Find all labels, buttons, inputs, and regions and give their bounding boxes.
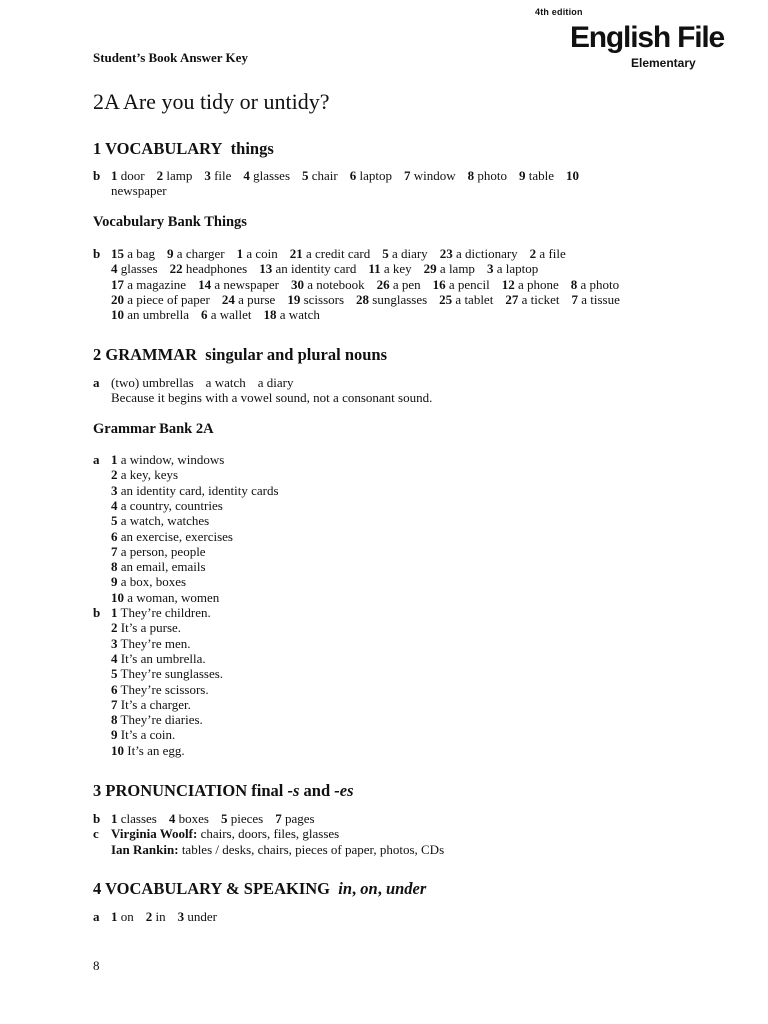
answer-item [487, 261, 538, 276]
answer-number: 3 [177, 909, 185, 924]
answer-text: boxes [178, 811, 209, 826]
answer-text: a pen [392, 276, 421, 292]
answer-item [111, 246, 155, 261]
answer-text: photo [477, 168, 508, 183]
logo-title: English File [570, 21, 724, 54]
answer-item [111, 909, 134, 924]
answer-number: 21 [289, 246, 303, 261]
answer-text: door [120, 168, 145, 183]
answer-text: a phone [517, 276, 559, 292]
answer-text: laptop [359, 168, 392, 183]
answer-item [424, 261, 475, 276]
answer-line [111, 544, 206, 559]
answer-item [111, 277, 186, 292]
answer-number: 8 [111, 559, 118, 575]
answer-item [350, 168, 392, 183]
answer-item [302, 168, 338, 183]
answer-number: 10 [111, 589, 124, 605]
answer-text: a key, keys [120, 467, 179, 483]
answer-number: 8 [111, 712, 118, 728]
answer-line [111, 261, 538, 276]
heading-comma: , [377, 879, 382, 898]
exercise-label: b [93, 811, 101, 826]
answer-text: They’re men. [120, 635, 191, 651]
answer-text: a wallet [210, 307, 252, 323]
answer-number: 1 [111, 811, 118, 826]
answer-line [111, 620, 181, 635]
logo-edition: 4th edition [535, 7, 583, 17]
answer-line [111, 277, 619, 292]
answer-item [468, 168, 507, 183]
answer-number: 8 [570, 276, 578, 292]
answer-line [111, 826, 339, 841]
answer-number: 2 [156, 168, 164, 183]
answer-number: 9 [111, 727, 118, 743]
speaker-answer: tables / desks, chairs, pieces of paper, photos, CDs [181, 841, 445, 857]
heading-topic: things [230, 139, 274, 158]
answer-line [111, 559, 206, 574]
answer-text: They’re diaries. [120, 712, 203, 728]
answer-line [111, 498, 223, 513]
answer-item [178, 909, 217, 924]
answer-text: a person, people [120, 543, 206, 559]
heading-topic: singular and plural nouns [205, 345, 388, 364]
answer-number: 28 [356, 291, 370, 307]
answer-line [111, 682, 209, 697]
answer-text: It’s a charger. [120, 696, 191, 712]
answer-number: 1 [111, 909, 118, 924]
heading-text: 3 PRONUNCIATION final [93, 781, 288, 800]
heading-in: in [338, 879, 353, 898]
answer-number: 6 [200, 307, 208, 323]
answer-number: 4 [111, 650, 118, 666]
page-title: 2A Are you tidy or untidy? [93, 89, 330, 114]
answer-item [259, 261, 356, 276]
answer-text: a newspaper [214, 276, 279, 292]
answer-number: 1 [111, 452, 118, 467]
answer-number: 4 [243, 168, 250, 183]
answer-item [368, 261, 411, 276]
answer-number: 15 [111, 246, 124, 261]
answer-item [290, 246, 370, 261]
answer-item [201, 307, 252, 322]
answer-item [519, 168, 554, 183]
answer-text: an exercise, exercises [120, 528, 233, 544]
answer-list [111, 168, 636, 199]
answer-number: 2 [111, 620, 118, 636]
answer-text: glasses [120, 261, 158, 277]
answer-item [502, 277, 559, 292]
answer-text: glasses [253, 168, 291, 183]
answer-number: 7 [111, 543, 118, 559]
answer-item [440, 246, 518, 261]
answer-item: a diary [257, 375, 294, 390]
answer-item [111, 168, 145, 183]
answer-item [243, 168, 290, 183]
answer-text: a lamp [439, 261, 475, 277]
speaker-name: Virginia Woolf: [111, 826, 198, 842]
heading-comma: , [352, 879, 357, 898]
answer-line [111, 452, 224, 467]
answer-text: table [528, 168, 555, 183]
answer-text: It’s a purse. [120, 620, 182, 636]
answer-line [111, 307, 320, 322]
heading-under: under [385, 879, 427, 898]
answer-text: It’s an umbrella. [120, 650, 206, 666]
answer-text: a box, boxes [120, 574, 187, 590]
answer-item [198, 277, 279, 292]
answer-text: a credit card [305, 246, 371, 261]
answer-text: in [155, 909, 166, 924]
answer-number: 4 [168, 811, 176, 826]
answer-text: a diary [391, 246, 428, 261]
answer-item: a watch [205, 375, 246, 390]
answer-line [111, 811, 315, 826]
heading-text: 4 VOCABULARY & SPEAKING [93, 879, 330, 898]
answer-number: 4 [111, 497, 118, 513]
answer-number: 20 [111, 291, 124, 307]
answer-line [111, 666, 223, 681]
answer-text: headphones [185, 261, 248, 277]
answer-text: file [214, 168, 232, 183]
answer-number: 11 [368, 261, 381, 277]
answer-item [377, 277, 421, 292]
answer-number: 2 [111, 467, 118, 483]
answer-number: 6 [111, 528, 118, 544]
answer-text: a watch [279, 307, 320, 323]
answer-text: a piece of paper [127, 291, 210, 307]
exercise-label: a [93, 375, 100, 390]
answer-item [264, 307, 320, 322]
exercise-label: a [93, 452, 100, 467]
answer-number: 9 [519, 168, 526, 183]
answer-item [237, 246, 278, 261]
answer-item [291, 277, 365, 292]
answer-number: 1 [236, 246, 244, 261]
answer-number: 10 [111, 742, 124, 758]
answer-number: 1 [111, 168, 118, 183]
answer-number: 6 [111, 681, 118, 697]
answer-item [439, 292, 493, 307]
answer-text: a ticket [521, 291, 560, 307]
answer-number: 7 [111, 696, 118, 712]
answer-text: a watch, watches [120, 513, 210, 529]
answer-item [275, 811, 314, 826]
heading-text: 2 GRAMMAR [93, 345, 198, 364]
answer-text: a laptop [496, 261, 539, 277]
answer-line [111, 605, 211, 620]
answer-number: 5 [302, 168, 309, 183]
answer-number: 24 [221, 291, 235, 307]
answer-number: 26 [376, 276, 390, 292]
answer-number: 16 [432, 276, 446, 292]
answer-text: a window, windows [120, 452, 225, 467]
answer-item [287, 292, 344, 307]
answer-number: 7 [571, 291, 578, 307]
answer-number: 5 [111, 513, 118, 529]
answer-number: 5 [220, 811, 228, 826]
heading-on: on [360, 879, 378, 898]
answer-number: 13 [259, 261, 273, 277]
answer-number: 23 [439, 246, 453, 261]
answer-item [382, 246, 427, 261]
answer-item [111, 811, 157, 826]
answer-text: a bag [127, 246, 156, 261]
answer-text: window [413, 168, 456, 183]
answer-text: a country, countries [120, 497, 223, 513]
answer-text: an identity card [275, 261, 357, 277]
answer-number: 3 [111, 482, 118, 498]
answer-number: 14 [198, 276, 212, 292]
answer-text: a charger [176, 246, 225, 261]
answer-line [111, 483, 279, 498]
answer-text: a tissue [581, 291, 620, 307]
answer-number: 25 [439, 291, 453, 307]
answer-item [222, 292, 275, 307]
answer-text: classes [120, 811, 157, 826]
answer-line [111, 246, 566, 261]
answer-text: a key [383, 261, 412, 277]
answer-line [111, 590, 219, 605]
answer-text: pieces [230, 811, 264, 826]
answer-number: 4 [111, 261, 118, 277]
answer-number: 3 [486, 261, 494, 277]
answer-number: 10 [111, 307, 124, 323]
answer-item [146, 909, 166, 924]
exercise-label: a [93, 909, 100, 924]
answer-item [204, 168, 231, 183]
heading-s: -s [287, 781, 300, 800]
answer-text: an identity card, identity cards [120, 482, 279, 498]
answer-number: 22 [169, 261, 183, 277]
answer-text: chair [311, 168, 338, 183]
answer-line [111, 712, 203, 727]
answer-text: a notebook [307, 276, 365, 292]
page-number: 8 [93, 958, 100, 973]
answer-item [571, 292, 619, 307]
answer-number: 19 [287, 291, 301, 307]
heading-es: -es [334, 781, 354, 800]
answer-item [167, 246, 225, 261]
answer-number: 29 [423, 261, 437, 277]
exercise-label: b [93, 246, 101, 261]
section-pronunciation-heading [93, 781, 354, 801]
speaker-answer: chairs, doors, files, glasses [200, 826, 340, 842]
answer-text: It’s a coin. [120, 727, 176, 743]
answer-number: 6 [349, 168, 357, 183]
logo-subtitle: Elementary [631, 56, 696, 70]
answer-item [157, 168, 193, 183]
answer-number: 5 [111, 666, 118, 682]
answer-number: 18 [263, 307, 277, 323]
answer-text: scissors [303, 291, 345, 307]
answer-number: 9 [111, 574, 118, 590]
answer-item [221, 811, 263, 826]
answer-line [111, 375, 293, 390]
answer-text: a coin [246, 246, 278, 261]
answer-text: a file [539, 246, 566, 261]
answer-item [404, 168, 456, 183]
header-label: Student’s Book Answer Key [93, 50, 248, 65]
answer-text: lamp [166, 168, 193, 183]
answer-line [111, 636, 191, 651]
answer-item [433, 277, 490, 292]
answer-text: a woman, women [127, 589, 220, 605]
vocabulary-bank-heading: Vocabulary Bank Things [93, 214, 247, 230]
answer-number: 7 [275, 811, 282, 826]
answer-text: a dictionary [455, 246, 518, 261]
exercise-label: b [93, 605, 101, 620]
answer-line [111, 574, 186, 589]
answer-text: They’re children. [120, 605, 211, 620]
answer-text: a tablet [455, 291, 494, 307]
section-vocab-speaking-heading [93, 879, 426, 899]
answer-number: 5 [382, 246, 389, 261]
answer-line [111, 467, 178, 482]
answer-item [571, 277, 619, 292]
speaker-name: Ian Rankin: [111, 841, 179, 857]
answer-item [170, 261, 248, 276]
exercise-label: b [93, 168, 101, 183]
answer-text: a pencil [448, 276, 490, 292]
answer-number: 8 [467, 168, 475, 183]
section-vocabulary-heading [93, 139, 274, 159]
answer-number: 17 [111, 276, 124, 292]
answer-number: 2 [529, 246, 537, 261]
answer-line [111, 651, 206, 666]
answer-text: a photo [580, 276, 620, 292]
answer-line [111, 842, 444, 857]
answer-text: a magazine [127, 276, 187, 292]
answer-number: 1 [111, 605, 118, 620]
grammar-bank-heading: Grammar Bank 2A [93, 421, 214, 437]
answer-item: (two) umbrellas [111, 375, 194, 390]
answer-note: Because it begins with a vowel sound, not a consonant sound. [111, 390, 433, 406]
answer-item [505, 292, 559, 307]
answer-item [111, 261, 158, 276]
answer-line [111, 727, 175, 742]
answer-line [111, 743, 185, 758]
answer-item [169, 811, 209, 826]
answer-item [111, 292, 210, 307]
answer-line [111, 697, 191, 712]
section-grammar-heading [93, 345, 387, 365]
answer-text: an email, emails [120, 559, 206, 575]
answer-line [111, 513, 209, 528]
heading-and: and [299, 781, 335, 800]
answer-number: 30 [290, 276, 304, 292]
answer-line [111, 529, 233, 544]
answer-text: under [187, 909, 217, 924]
answer-number: 3 [111, 635, 118, 651]
answer-line [111, 909, 217, 924]
answer-text: an umbrella [127, 307, 189, 323]
answer-text: They’re scissors. [120, 681, 209, 697]
answer-text: sunglasses [372, 291, 428, 307]
answer-item [111, 307, 189, 322]
answer-line [111, 292, 620, 307]
answer-number: 9 [167, 246, 174, 261]
answer-number: 3 [204, 168, 211, 183]
answer-number: 27 [505, 291, 519, 307]
answer-text: pages [284, 811, 315, 826]
answer-number: 2 [145, 909, 153, 924]
answer-item [530, 246, 566, 261]
answer-number: 10 [566, 168, 580, 183]
answer-text: It’s an egg. [127, 742, 185, 758]
answer-text: They’re sunglasses. [120, 666, 224, 682]
answer-number: 12 [501, 276, 515, 292]
answer-number: 7 [404, 168, 411, 183]
exercise-label: c [93, 826, 99, 842]
heading-text: 1 VOCABULARY [93, 139, 223, 158]
answer-item [356, 292, 427, 307]
answer-text: newspaper [111, 183, 167, 199]
answer-text: on [120, 909, 134, 924]
answer-text: a purse [238, 291, 276, 307]
